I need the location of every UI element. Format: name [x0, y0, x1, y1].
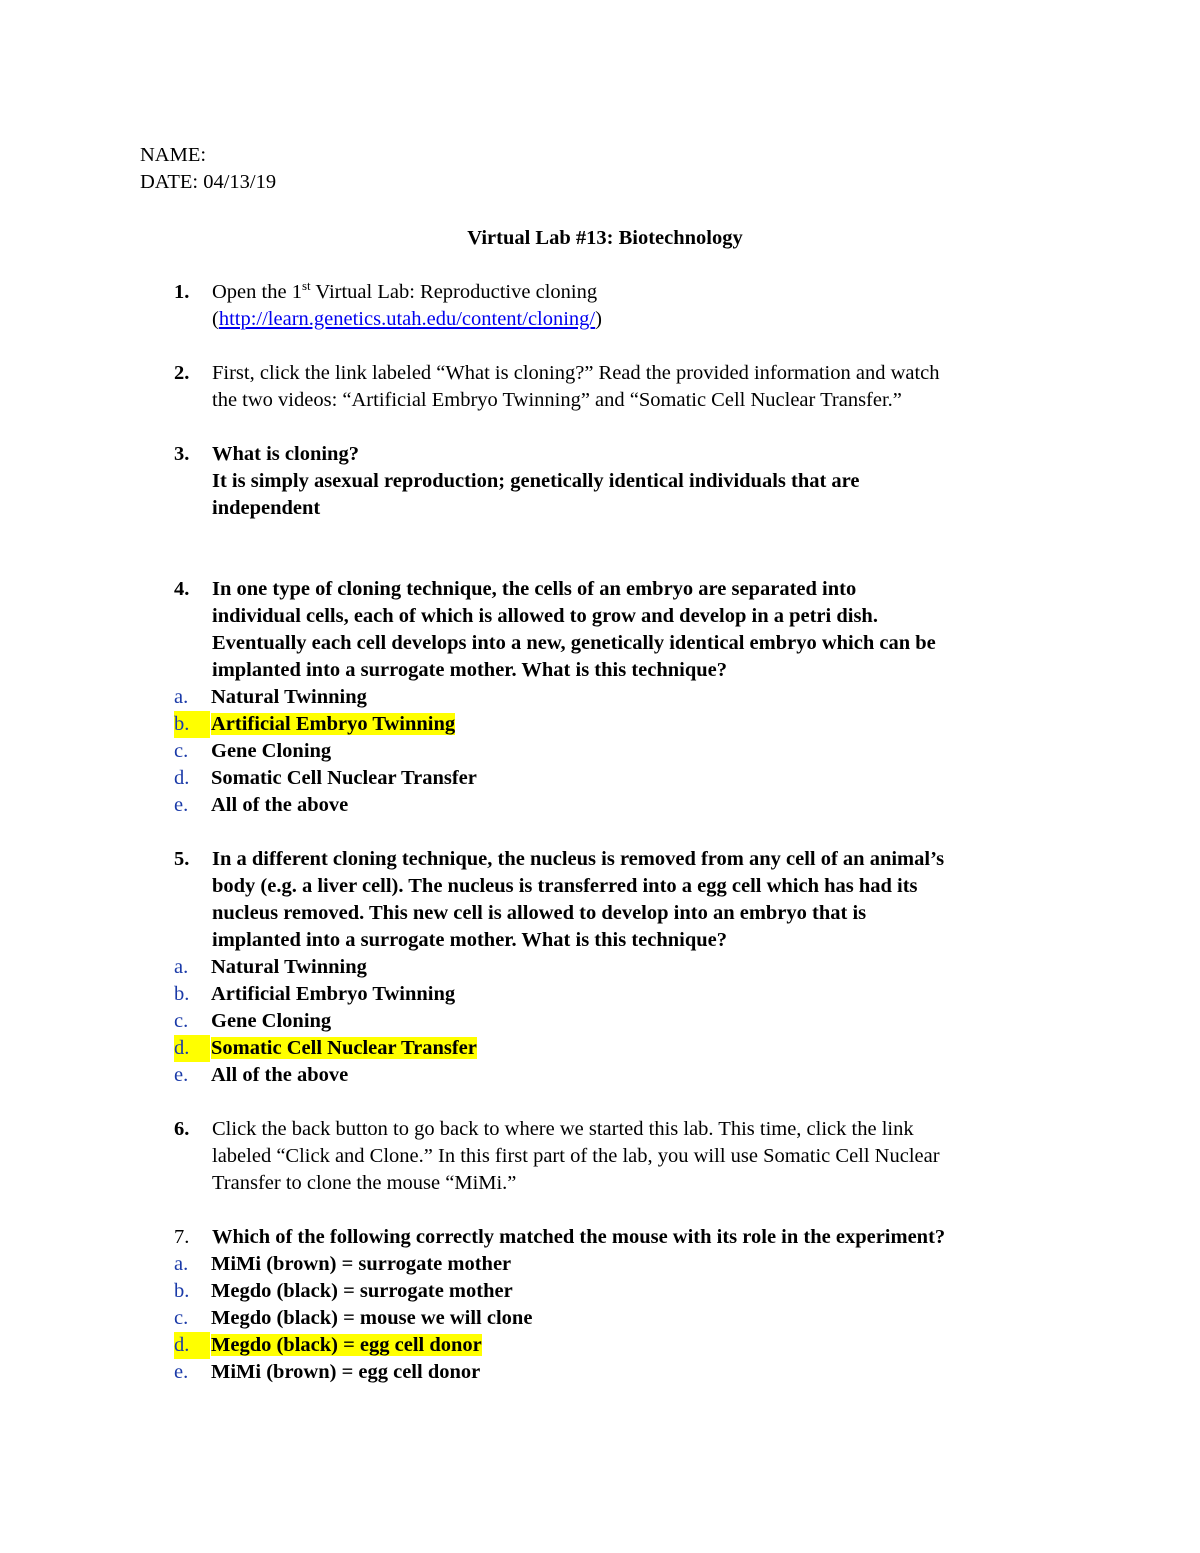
option-text: Megdo (black) = surrogate mother [211, 1280, 513, 1302]
option-text: All of the above [211, 794, 349, 816]
name-label: NAME: [140, 144, 207, 166]
option-text: MiMi (brown) = egg cell donor [211, 1361, 481, 1383]
question-5 [140, 846, 1070, 954]
q5-line: In a different cloning technique, the nucleus is removed from any cell of an animal’s [212, 848, 945, 870]
q5-line: implanted into a surrogate mother. What is this technique? [212, 929, 728, 951]
option-e [140, 792, 1070, 819]
option-d [140, 765, 1070, 792]
option-text: Artificial Embryo Twinning [211, 983, 456, 1005]
q3-answer-line: It is simply asexual reproduction; genetically identical individuals that are [212, 470, 860, 492]
q1-paren-close: ) [595, 308, 602, 330]
q6-line: Click the back button to go back to where we started this lab. This time, click the link [212, 1118, 914, 1140]
option-letter: c. [174, 1010, 189, 1032]
option-letter: d. [174, 767, 190, 789]
option-text: Natural Twinning [211, 956, 367, 978]
option-text: All of the above [211, 1064, 349, 1086]
q7-line: Which of the following correctly matched the mouse with its role in the experiment? [212, 1226, 946, 1248]
option-text: MiMi (brown) = surrogate mother [211, 1253, 512, 1275]
option-text: Natural Twinning [211, 686, 367, 708]
q2-line: the two videos: “Artificial Embryo Twinning” and “Somatic Cell Nuclear Transfer.” [212, 389, 902, 411]
option-text: Megdo (black) = mouse we will clone [211, 1307, 533, 1329]
option-letter: d. [174, 1035, 210, 1062]
option-letter: b. [174, 711, 210, 738]
option-letter: b. [174, 983, 190, 1005]
q3-answer-line: independent [212, 497, 321, 519]
option-letter: a. [174, 956, 189, 978]
question-6 [140, 1116, 1070, 1197]
q4-line: In one type of cloning technique, the cells of an embryo are separated into [212, 578, 857, 600]
option-a [140, 954, 1070, 981]
question-number: 5. [174, 848, 190, 870]
question-number: 1. [174, 281, 190, 303]
q4-line: Eventually each cell develops into a new, genetically identical embryo which can be [212, 632, 936, 654]
question-number: 6. [174, 1118, 190, 1140]
question-number: 7. [174, 1226, 190, 1248]
q1-text-pre: Open the 1 [212, 281, 302, 303]
option-b [140, 1278, 1070, 1305]
q6-line: Transfer to clone the mouse “MiMi.” [212, 1172, 517, 1194]
question-number: 2. [174, 362, 190, 384]
option-text: Somatic Cell Nuclear Transfer [211, 767, 477, 789]
question-4 [140, 576, 1070, 684]
option-text: Megdo (black) = egg cell donor [211, 1334, 482, 1356]
q4-line: implanted into a surrogate mother. What is this technique? [212, 659, 728, 681]
question-7 [140, 1224, 1070, 1251]
q5-line: body (e.g. a liver cell). The nucleus is transferred into a egg cell which has had its [212, 875, 918, 897]
question-1 [140, 279, 1070, 333]
cloning-link[interactable]: http://learn.genetics.utah.edu/content/cloning/ [218, 308, 596, 330]
question-2 [140, 360, 1070, 414]
option-d-selected [140, 1332, 1070, 1359]
option-letter: e. [174, 1361, 189, 1383]
question-number: 4. [174, 578, 190, 600]
option-letter: a. [174, 686, 189, 708]
option-text: Artificial Embryo Twinning [211, 713, 456, 735]
option-c [140, 738, 1070, 765]
option-letter: c. [174, 1307, 189, 1329]
question-3 [140, 441, 1070, 522]
option-a [140, 1251, 1070, 1278]
q1-superscript: st [301, 278, 311, 294]
option-letter: e. [174, 794, 189, 816]
option-d-selected [140, 1035, 1070, 1062]
q3-question: What is cloning? [212, 443, 359, 465]
page-title: Virtual Lab #13: Biotechnology [467, 227, 743, 249]
q5-options [140, 954, 1070, 1089]
option-b-selected [140, 711, 1070, 738]
option-letter: d. [174, 1332, 210, 1359]
q5-line: nucleus removed. This new cell is allowed to develop into an embryo that is [212, 902, 867, 924]
question-number: 3. [174, 443, 190, 465]
q1-text-post: Virtual Lab: Reproductive cloning [310, 281, 598, 303]
q2-line: First, click the link labeled “What is cloning?” Read the provided information and watch [212, 362, 940, 384]
option-text: Gene Cloning [211, 740, 332, 762]
option-b [140, 981, 1070, 1008]
option-letter: e. [174, 1064, 189, 1086]
q1-paren-open: ( [212, 308, 219, 330]
q6-line: labeled “Click and Clone.” In this first part of the lab, you will use Somatic Cell Nuclear [212, 1145, 940, 1167]
date-label: DATE: 04/13/19 [140, 171, 277, 193]
option-letter: c. [174, 740, 189, 762]
q7-options [140, 1251, 1070, 1386]
option-text: Gene Cloning [211, 1010, 332, 1032]
option-e [140, 1062, 1070, 1089]
option-c [140, 1008, 1070, 1035]
document-page [140, 142, 1070, 1386]
option-letter: b. [174, 1280, 190, 1302]
option-text: Somatic Cell Nuclear Transfer [211, 1037, 477, 1059]
option-c [140, 1305, 1070, 1332]
q4-line: individual cells, each of which is allowed to grow and develop in a petri dish. [212, 605, 878, 627]
option-e [140, 1359, 1070, 1386]
q4-options [140, 684, 1070, 819]
option-a [140, 684, 1070, 711]
option-letter: a. [174, 1253, 189, 1275]
